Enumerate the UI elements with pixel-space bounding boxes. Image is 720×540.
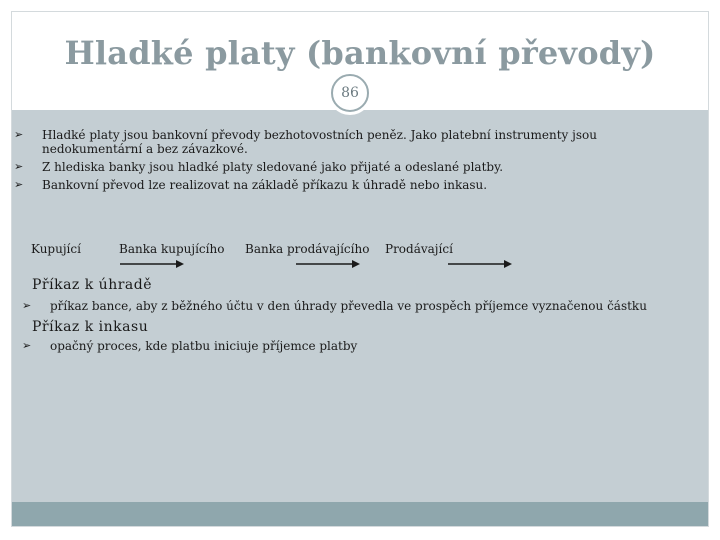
arrow-bullet-icon: ➢: [14, 178, 24, 191]
slide-title: Hladké platy (bankovní převody): [64, 34, 656, 72]
arrow-bullet-icon: ➢: [14, 128, 24, 141]
arrow-bullet-icon: ➢: [22, 339, 32, 352]
section-bullet-text: příkaz bance, aby z běžného účtu v den úhrady převedla ve prospěch příjemce vyznačenou částku: [50, 299, 647, 313]
footer-bar: [12, 502, 708, 526]
arrow-bullet-icon: ➢: [14, 160, 24, 173]
arrow-bullet-icon: ➢: [22, 299, 32, 312]
section-heading-payment-order: Příkaz k úhradě: [32, 277, 152, 293]
section-bullet-text: opačný proces, kde platbu iniciuje příjemce platby: [50, 339, 358, 353]
flow-arrow-icon: [120, 259, 184, 269]
slide-number-badge: 86: [331, 74, 369, 112]
flow-label-seller-bank: Banka prodávajícího: [245, 242, 370, 256]
bullet-text: Hladké platy jsou bankovní převody bezhotovostních peněz. Jako platební instrumenty jsou nedokumentární a bez závazkové.: [42, 128, 597, 156]
bullet-item: [14, 128, 634, 156]
bullet-list: [14, 128, 634, 196]
bullet-item: [14, 160, 634, 174]
bullet-text: Z hlediska banky jsou hladké platy sledované jako přijaté a odeslané platby.: [42, 160, 504, 174]
section-bullet: [22, 339, 357, 353]
flow-label-seller: Prodávající: [385, 242, 453, 256]
section-heading-collection-order: Příkaz k inkasu: [32, 319, 149, 335]
flow-label-buyer-bank: Banka kupujícího: [119, 242, 225, 256]
flow-arrow-icon: [296, 259, 360, 269]
flow-label-buyer: Kupující: [31, 242, 81, 256]
flow-arrow-icon: [448, 259, 512, 269]
bullet-text: Bankovní převod lze realizovat na základě příkazu k úhradě nebo inkasu.: [42, 178, 488, 192]
bullet-item: [14, 178, 634, 192]
section-bullet: [22, 299, 647, 313]
